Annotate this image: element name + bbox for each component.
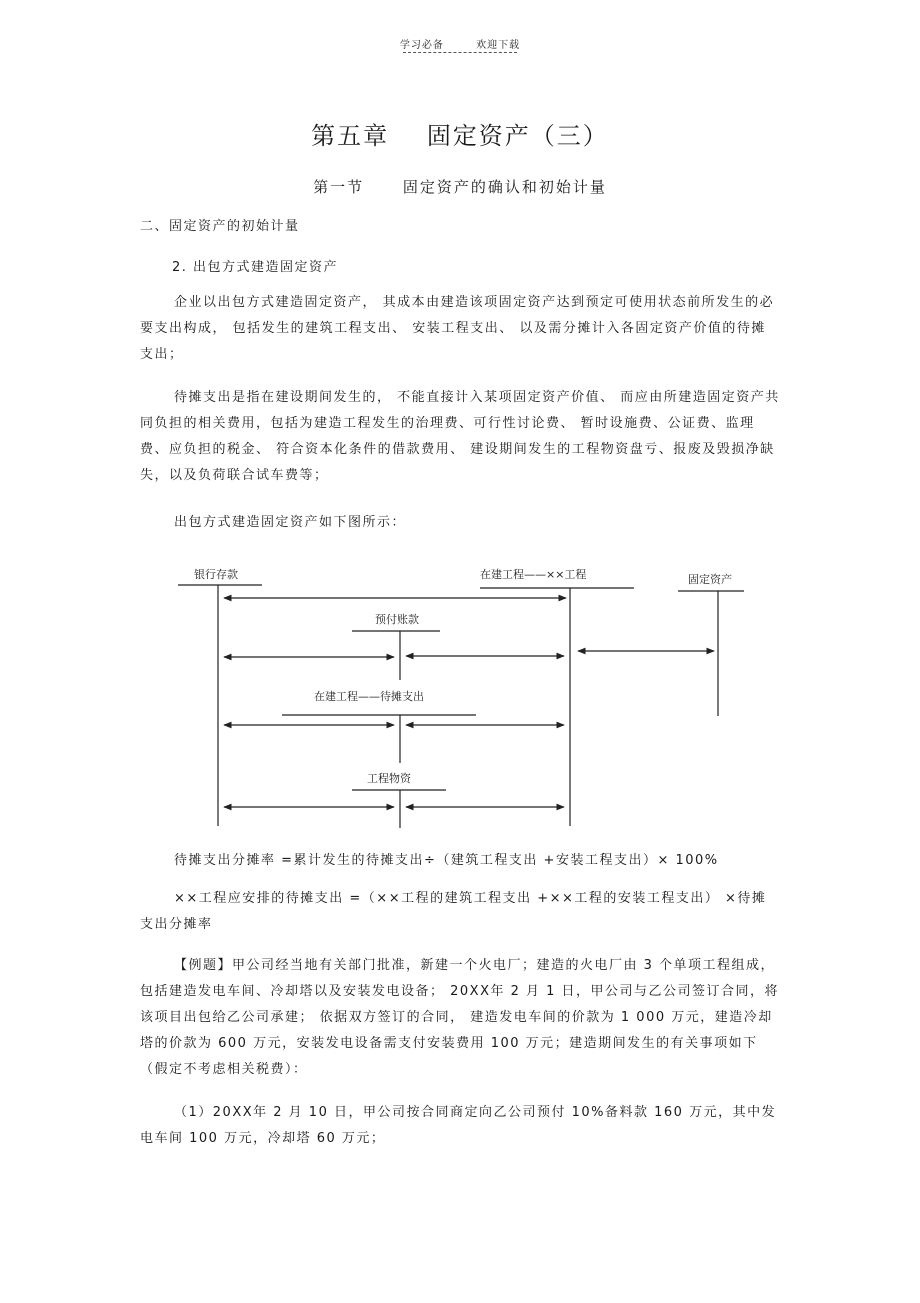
heading-3: 2. 出包方式建造固定资产 — [172, 260, 339, 275]
section-number: 第一节 — [313, 178, 365, 196]
label-bank: 银行存款 — [194, 568, 238, 581]
heading-2: 二、固定资产的初始计量 — [140, 219, 300, 234]
page-header — [0, 36, 920, 51]
chapter-title — [0, 116, 920, 151]
diagram-intro: 出包方式建造固定资产如下图所示： — [174, 515, 407, 530]
header-left: 学习必备 — [399, 40, 444, 51]
label-materials: 工程物资 — [367, 772, 411, 785]
label-fixed-assets: 固定资产 — [688, 573, 732, 586]
header-right: 欢迎下载 — [476, 40, 521, 51]
formula-rate: 待摊支出分摊率 =累计发生的待摊支出÷（建筑工程支出 +安装工程支出）× 100% — [174, 853, 719, 868]
label-cip: 在建工程——××工程 — [480, 568, 587, 581]
header-divider — [403, 52, 517, 53]
formula-allocation: ××工程应安排的待摊支出 =（××工程的建筑工程支出 +××工程的安装工程支出） ×待摊支出分摊率 — [140, 891, 767, 932]
paragraph-cost: 企业以出包方式建造固定资产， 其成本由建造该项固定资产达到预定可使用状态前所发生的必要支出构成， 包括发生的建筑工程支出、 安装工程支出、 以及需分摊计入各固定资产价值的待摊支出； — [140, 295, 775, 362]
flow-diagram — [170, 558, 760, 838]
chapter-number: 第五章 — [311, 122, 390, 150]
chapter-name: 固定资产（三） — [426, 122, 609, 150]
paragraph-pending-expense: 待摊支出是指在建设期间发生的， 不能直接计入某项固定资产价值、 而应由所建造固定资产共同负担的相关费用，包括为建造工程发生的治理费、可行性讨论费、 暂时设施费、公证费、监理费、应负担的税金、 符合资本化条件的借款费用、 建设期间发生的工程物资盘亏、报废及毁损净缺失，以及负荷联合试车费等； — [140, 390, 780, 483]
example-item-1: （1）20XX年 2 月 10 日，甲公司按合同商定向乙公司预付 10%备料款 160 万元，其中发电车间 100 万元，冷却塔 60 万元； — [140, 1105, 777, 1146]
section-name: 固定资产的确认和初始计量 — [402, 178, 607, 196]
section-title — [0, 176, 920, 197]
example-paragraph: 【例题】甲公司经当地有关部门批准，新建一个火电厂；建造的火电厂由 3 个单项工程组成，包括建造发电车间、冷却塔以及安装发电设备； 20XX年 2 月 1 日，甲公司与乙公司签订合同，将该项目出包给乙公司承建； 依据双方签订的合同， 建造发电车间的价款为 1 000 万元，建造冷却塔的价款为 600 万元，安装发电设备需支付安装费用 100 万元；建造期间发生的有关事项如下（假定不考虑相关税费）： — [140, 958, 780, 1077]
label-prepay: 预付账款 — [375, 613, 419, 626]
label-cip-pending: 在建工程——待摊支出 — [314, 690, 424, 703]
